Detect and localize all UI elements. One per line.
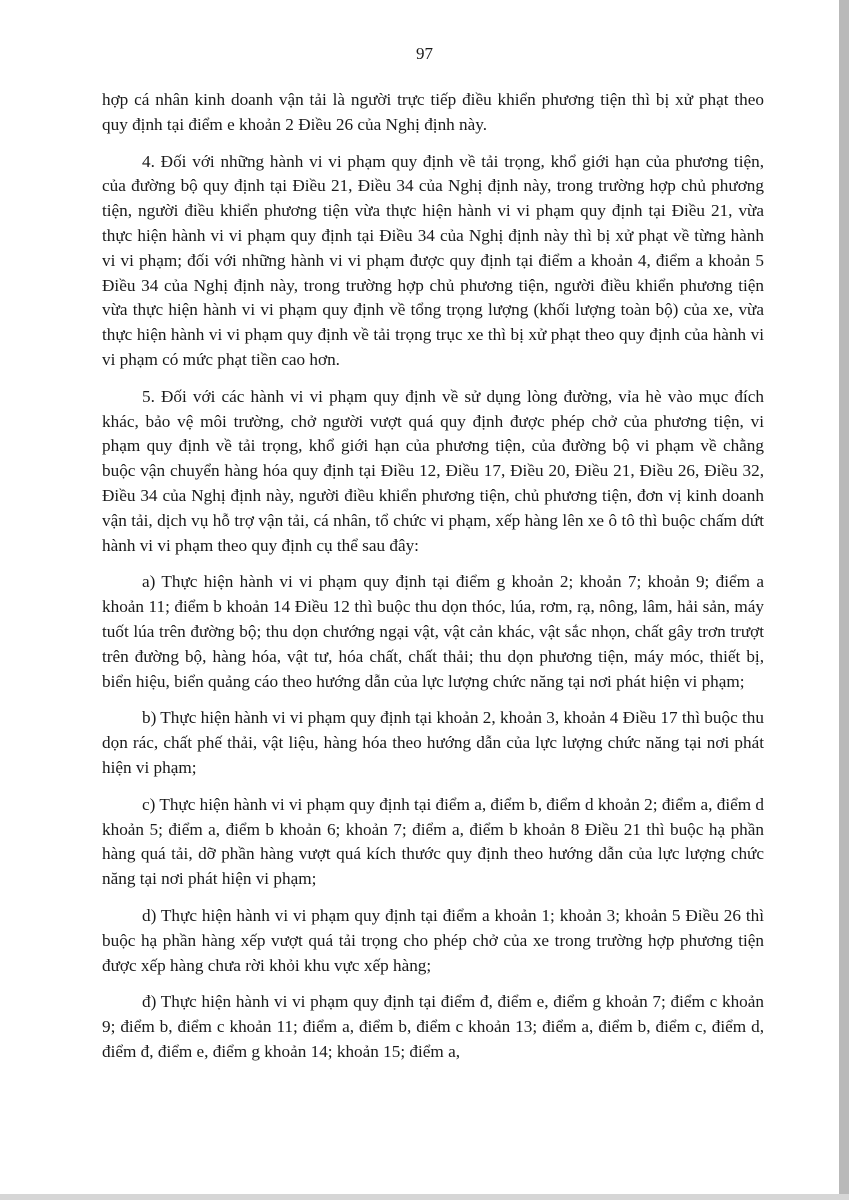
paragraph-point-a: a) Thực hiện hành vi vi phạm quy định tại điểm g khoản 2; khoản 7; khoản 9; điểm a khoản 11; điểm b khoản 14 Điều 12 thì buộc thu dọn thóc, lúa, rơm, rạ, nông, lâm, hải sản, máy tuốt lúa trên đường bộ; thu dọn chướng ngại vật, vật cản khác, vật sắc nhọn, chất gây trơn trượt trên đường bộ, hàng hóa, vật tư, hóa chất, chất thải; thu dọn phương tiện, máy móc, thiết bị, biển hiệu, biển quảng cáo theo hướng dẫn của lực lượng chức năng tại nơi phát hiện vi phạm; <box>102 572 764 691</box>
page-number: 97 <box>416 44 433 63</box>
paragraph-clause-5: 5. Đối với các hành vi vi phạm quy định về sử dụng lòng đường, vỉa hè vào mục đích khác, bảo vệ môi trường, chở người vượt quá quy định được phép chở của phương tiện, vi phạm quy định về tải trọng, khổ giới hạn của phương tiện, của đường bộ vi phạm về chằng buộc vận chuyển hàng hóa quy định tại Điều 12, Điều 17, Điều 20, Điều 21, Điều 26, Điều 32, Điều 34 của Nghị định này, người điều khiển phương tiện, chủ phương tiện, đơn vị kinh doanh vận tải, dịch vụ hỗ trợ vận tải, cá nhân, tổ chức vi phạm, xếp hàng lên xe ô tô thì buộc chấm dứt hành vi vi phạm theo quy định cụ thể sau đây: <box>102 386 764 555</box>
scan-border-bottom <box>0 1194 849 1200</box>
paragraph-point-b: b) Thực hiện hành vi vi phạm quy định tại khoản 2, khoản 3, khoản 4 Điều 17 thì buộc thu dọn rác, chất phế thải, vật liệu, hàng hóa theo hướng dẫn của lực lượng chức năng tại nơi phát hiện vi phạm; <box>102 708 764 777</box>
document-body <box>102 88 764 1065</box>
paragraph-point-d: d) Thực hiện hành vi vi phạm quy định tại điểm a khoản 1; khoản 3; khoản 5 Điều 26 thì buộc hạ phần hàng xếp vượt quá tải trọng cho phép chở của xe trong trường hợp phương tiện được xếp hàng chưa rời khỏi khu vực xếp hàng; <box>102 905 764 975</box>
paragraph-point-c: c) Thực hiện hành vi vi phạm quy định tại điểm a, điểm b, điểm d khoản 2; điểm a, điểm d khoản 5; điểm a, điểm b khoản 6; khoản 7; điểm a, điểm b khoản 8 Điều 21 thì buộc hạ phần hàng quá tải, dỡ phần hàng vượt quá kích thước quy định theo hướng dẫn của lực lượng chức năng tại nơi phát hiện vi phạm; <box>102 794 764 889</box>
paragraph-continuation: hợp cá nhân kinh doanh vận tải là người trực tiếp điều khiển phương tiện thì bị xử phạt theo quy định tại điểm e khoản 2 Điều 26 của Nghị định này. <box>102 90 764 134</box>
paragraph-point-dd: đ) Thực hiện hành vi vi phạm quy định tại điểm đ, điểm e, điểm g khoản 7; điểm c khoản 9; điểm b, điểm c khoản 11; điểm a, điểm b, điểm c khoản 13; điểm a, điểm b, điểm c, điểm d, điểm đ, điểm e, điểm g khoản 14; khoản 15; điểm a, <box>102 992 764 1061</box>
paragraph-clause-4: 4. Đối với những hành vi vi phạm quy định về tải trọng, khổ giới hạn của phương tiện, của đường bộ quy định tại Điều 21, Điều 34 của Nghị định này, trong trường hợp chủ phương tiện, người điều khiển phương tiện vừa thực hiện hành vi vi phạm quy định tại Điều 21, vừa thực hiện hành vi vi phạm quy định tại Điều 34 của Nghị định này thì bị xử phạt về từng hành vi vi phạm; đối với những hành vi vi phạm được quy định tại điểm a khoản 4, điểm a khoản 5 Điều 34 của Nghị định này, trong trường hợp chủ phương tiện, người điều khiển phương tiện vừa thực hiện hành vi vi phạm quy định về tổng trọng lượng (khối lượng toàn bộ) của xe, vừa thực hiện hành vi vi phạm quy định về tải trọng trục xe thì bị xử phạt theo quy định của hành vi vi phạm có mức phạt tiền cao hơn. <box>102 151 764 369</box>
scan-border-right <box>839 0 849 1200</box>
